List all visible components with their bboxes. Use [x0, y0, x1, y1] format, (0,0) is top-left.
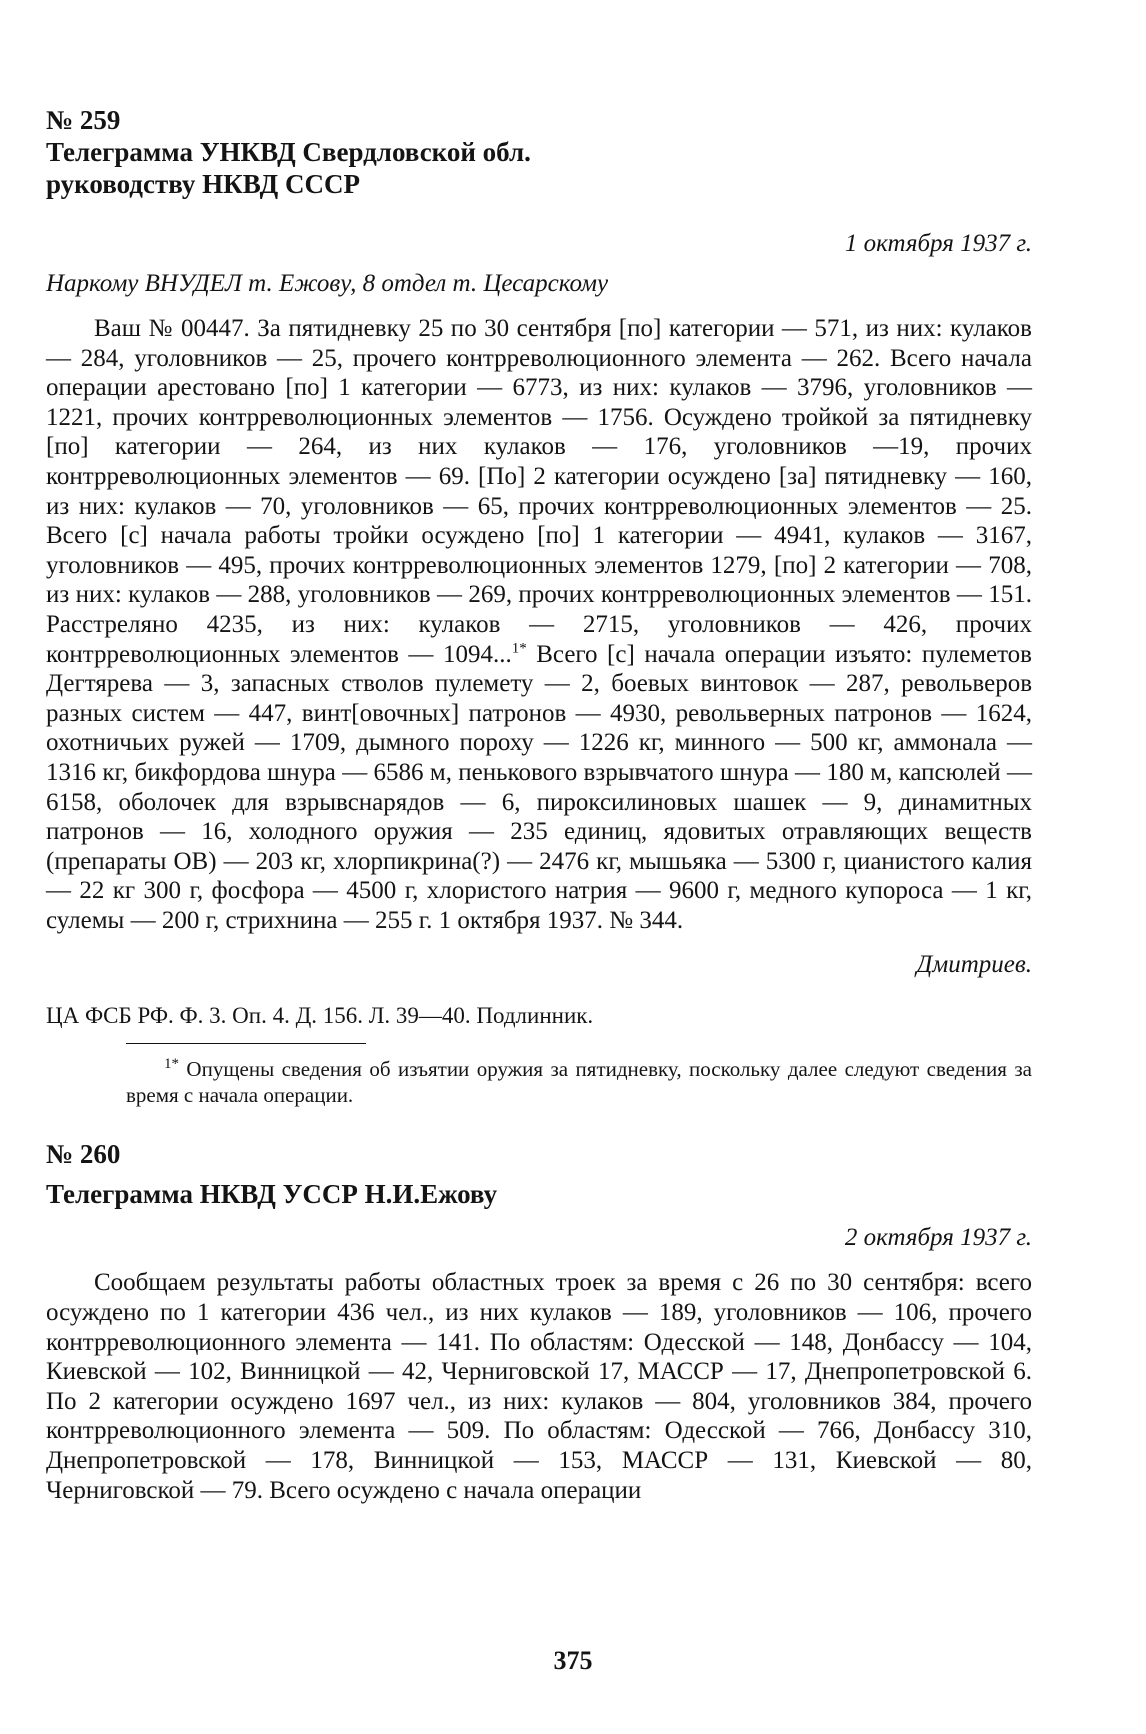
doc-body-text-2: Сообщаем результаты работы областных троек за время с 26 по 30 сентября: всего осуждено по 1 категории 436 чел., из них кулаков — 189, уголовников — 106, прочего контрреволюционного элемента — 141. По областям: Одесской — 148, Донбассу — 104, Киевской — 102, Винницкой — 42, Черниговской 17, МАССР — 17, Днепропетровской 6. По 2 категории осуждено 1697 чел., из них: кулаков — 804, уголовников 384, прочего контрреволюционного элемента — 509. По областям: Одесской — 766, Донбассу 310, Днепропетровской — 178, Винницкой — 153, МАССР — 131, Киевской — 80, Черниговской — 79. Всего осуждено с начала операции	[46, 1269, 1032, 1504]
footnote	[126, 1056, 1032, 1108]
page-number: 375	[553, 1646, 593, 1675]
doc-number: № 259	[46, 105, 121, 135]
doc-addressee: Наркому ВНУДЕЛ т. Ежову, 8 отдел т. Цесарскому	[46, 270, 609, 297]
archive-reference: ЦА ФСБ РФ. Ф. 3. Оп. 4. Д. 156. Л. 39—40. Подлинник.	[46, 1003, 594, 1029]
body-text-part-2: Всего [с] начала операции изъято: пулеметов Дегтярева — 3, запасных стволов пулемету — 2, боевых винтовок — 287, револьверов разных систем — 447, винт[овочных] патронов — 4930, револьверных патронов — 1624, охотничьих ружей — 1709, дымного пороху — 1226 кг, минного — 500 кг, аммонала — 1316 кг, бикфордова шнура — 6586 м, пенькового взрывчатого шнура — 180 м, капсюлей — 6158, оболочек для взрывснарядов — 6, пироксилиновых шашек — 9, динамитных патронов — 16, холодного оружия — 235 единиц, ядовитых отравляющих веществ (препараты ОВ) — 203 кг, хлорпикрина(?) — 2476 кг, мышьяка — 5300 г, цианистого калия — 22 кг 300 г, фосфора — 4500 г, хлористого натрия — 9600 г, медного купороса — 1 кг, сулемы — 200 г, стрихнина — 255 г. 1 октября 1937. № 344.	[46, 640, 1032, 934]
doc-date-2: 2 октября 1937 г.	[844, 1224, 1032, 1252]
body-text-part-1: Ваш № 00447. За пятидневку 25 по 30 сентября [по] категории — 571, из них: кулаков — 284, уголовников — 25, прочего контрреволюционного элемента — 262. Всего начала операции арестовано [по] 1 категории — 6773, из них: кулаков — 3796, уголовников — 1221, прочих контрреволюционных элементов — 1756. Осуждено тройкой за пятидневку [по] категории — 264, из них кулаков — 176, уголовников —19, прочих контрреволюционных элементов — 69. [По] 2 категории осуждено [за] пятидневку — 160, из них: кулаков — 70, уголовников — 65, прочих контрреволюционных элементов — 25. Всего [с] начала работы тройки осуждено [по] 1 категории — 4941, кулаков — 3167, уголовников — 495, прочих контрреволюционных элементов 1279, [по] 2 категории — 708, из них: кулаков — 288, уголовников — 269, прочих контрреволюционных элементов — 151. Расстреляно 4235, из них: кулаков — 2715, уголовников — 426, прочих контрреволюционных элементов — 1094...	[46, 315, 1032, 668]
footnote-marker: 1*	[164, 1056, 179, 1073]
doc-signature: Дмитриев.	[916, 951, 1032, 979]
footnote-reference: 1*	[511, 640, 527, 657]
doc-title-line-2: руководству НКВД СССР	[46, 169, 360, 199]
footnote-text: Опущены сведения об изъятии оружия за пятидневку, поскольку далее следуют сведения за время с начала операции.	[126, 1057, 1032, 1108]
doc-date: 1 октября 1937 г.	[844, 230, 1032, 257]
doc-number-2: № 260	[46, 1139, 121, 1170]
document-page	[46, 104, 1032, 1505]
doc-title-line-1: Телеграмма УНКВД Свердловской обл.	[46, 137, 531, 167]
doc-body-text	[46, 314, 1032, 935]
doc-title-2: Телеграмма НКВД УССР Н.И.Ежову	[46, 1179, 498, 1210]
footnote-divider	[126, 1043, 366, 1044]
